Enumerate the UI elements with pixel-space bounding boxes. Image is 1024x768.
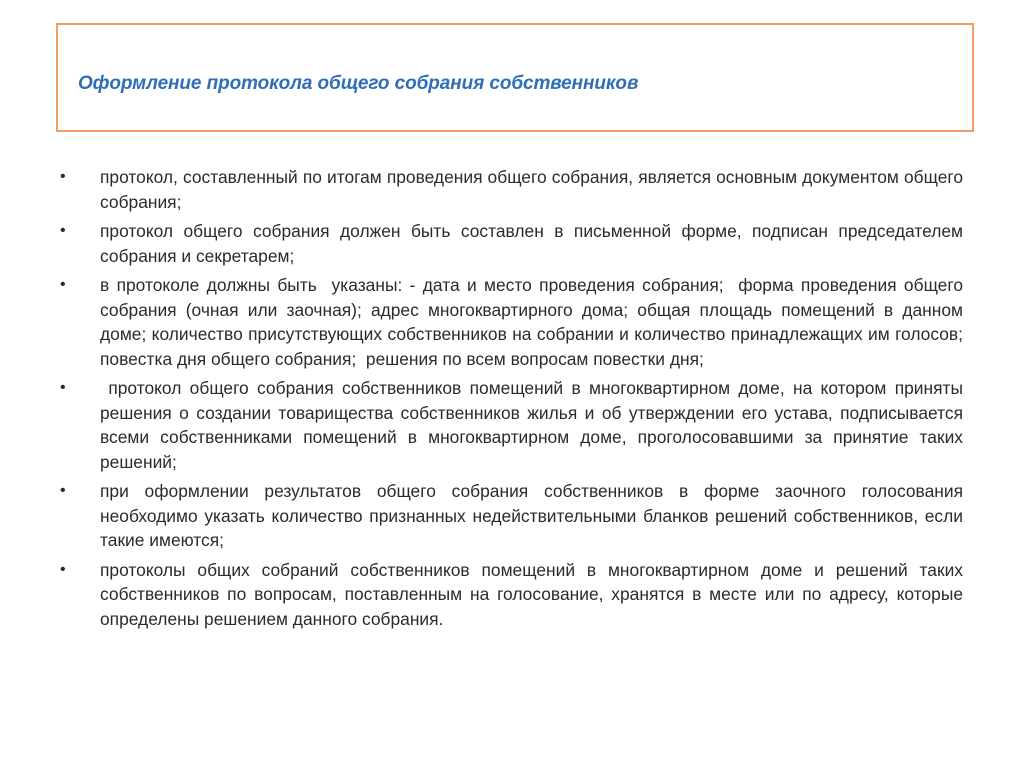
bullet-dot-icon: • (60, 168, 66, 185)
bullet-dot-icon: • (60, 276, 66, 293)
bullet-list (60, 165, 968, 636)
bullet-item-5 (60, 479, 968, 553)
bullet-dot-icon: • (60, 482, 66, 499)
bullet-text: протокол, составленный по итогам проведения общего собрания, является основным документом общего собрания; (100, 167, 968, 212)
bullet-item-1 (60, 165, 968, 214)
bullet-text: при оформлении результатов общего собрания собственников в форме заочного голосования необходимо указать количество признанных недействительными бланков решений собственников, если такие имеются; (100, 481, 968, 550)
bullet-text: в протоколе должны быть указаны: - дата и место проведения собрания; форма проведения общего собрания (очная или заочная); адрес многоквартирного дома; общая площадь помещений в данном доме; количество присутствующих собственников на собрании и количество принадлежащих им голосов; повестка дня общего собрания; решения по всем вопросам повестки дня; (100, 275, 968, 369)
bullet-text: протоколы общих собраний собственников помещений в многоквартирном доме и решений таких собственников по вопросам, поставленным на голосование, хранятся в месте или по адресу, которые определены решением данного собрания. (100, 559, 968, 629)
bullet-item-3 (60, 273, 968, 371)
slide-title: Оформление протокола общего собрания собственников (78, 73, 639, 94)
bullet-dot-icon: • (60, 222, 66, 239)
bullet-item-6 (60, 558, 968, 632)
bullet-item-2 (60, 219, 968, 268)
bullet-item-4 (60, 376, 968, 474)
bullet-text: протокол общего собрания собственников помещений в многоквартирном доме, на котором приняты решения о создании товарищества собственников жилья и об утверждении его устава, подписывается всеми собственниками помещений в многоквартирном доме, проголосовавшими за принятие таких решений; (100, 378, 968, 472)
bullet-dot-icon: • (60, 379, 66, 396)
bullet-dot-icon: • (60, 560, 66, 578)
bullet-text: протокол общего собрания должен быть составлен в письменной форме, подписан председателем собрания и секретарем; (100, 221, 968, 266)
title-box (56, 23, 974, 132)
